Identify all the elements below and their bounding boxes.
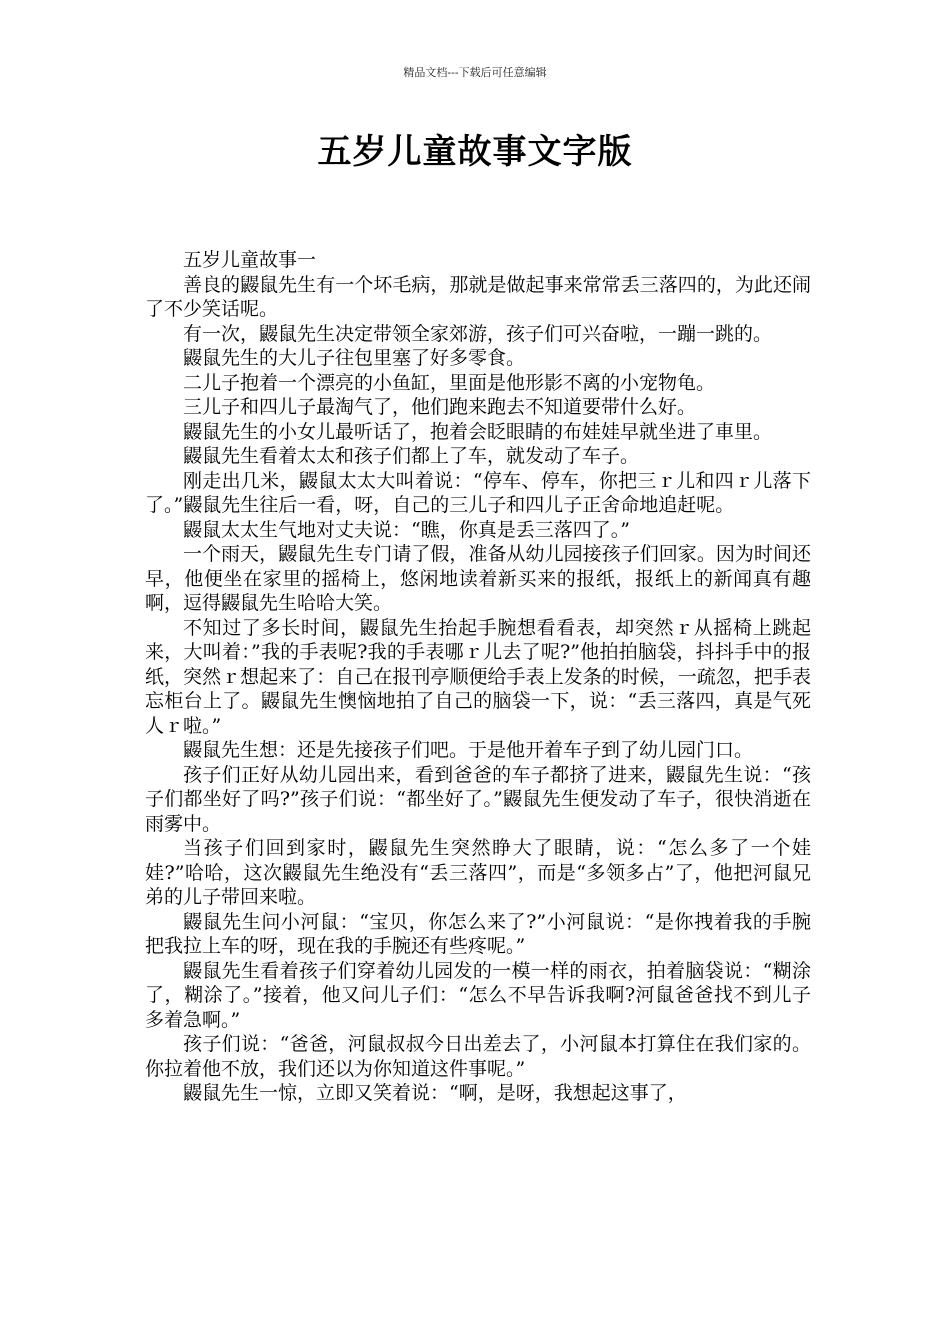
header-note: 精品文档---下载后可任意编辑 [403,66,547,79]
story-paragraph: 鼹鼠先生看着太太和孩子们都上了车，就发动了车子。 [183,445,640,467]
story-paragraph: 不知过了多长时间，鼹鼠先生抬起手腕想看看表，却突然ｒ从摇椅上跳起来，大叫着：”我的手表呢?我的手表哪ｒ儿去了呢?”他拍拍脑袋，抖抖手中的报纸，突然ｒ想起来了：自己在报刊亭顺便给手表上发条的时候，一疏忽，把手表忘柜台上了。鼹鼠先生懊恼地拍了自己的脑袋一下，说：“丢三落四，真是气死人ｒ啦。” [145,616,811,737]
story-paragraph: 鼹鼠先生的大儿子往包里塞了好多零食。 [183,347,526,369]
story-paragraph: 五岁儿童故事一 [183,249,317,271]
document-title: 五岁儿童故事文字版 [317,132,633,172]
story-paragraph: 有一次，鼹鼠先生决定带领全家郊游，孩子们可兴奋啦，一蹦一跳的。 [183,322,773,345]
story-paragraph: 刚走出几米，鼹鼠太太大叫着说：“停车、停车，你把三ｒ儿和四ｒ儿落下了。”鼹鼠先生往后一看，呀，自己的三儿子和四儿子正舍命地追赶呢。 [145,469,811,516]
story-paragraph: 鼹鼠先生一惊，立即又笑着说：“啊，是呀，我想起这事了， [183,1082,687,1104]
story-paragraph: 善良的鼹鼠先生有一个坏毛病，那就是做起事来常常丢三落四的，为此还闹了不少笑话呢。 [145,273,811,320]
story-paragraph: 三儿子和四儿子最淘气了，他们跑来跑去不知道要带什么好。 [183,396,697,418]
story-paragraph: 鼹鼠太太生气地对丈夫说：“瞧，你真是丢三落四了。” [183,518,630,541]
story-paragraph: 一个雨天，鼹鼠先生专门请了假，准备从幼儿园接孩子们回家。因为时间还早，他便坐在家里的摇椅上，悠闲地读着新买来的报纸，报纸上的新闻真有趣啊，逗得鼹鼠先生哈哈大笑。 [145,543,811,614]
story-paragraph: 鼹鼠先生看着孩子们穿着幼儿园发的一模一样的雨衣，拍着脑袋说：“糊涂了，糊涂了。”接着，他又问儿子们：“怎么不早告诉我啊?河鼠爸爸找不到儿子多着急啊。” [145,959,811,1031]
story-paragraph: 二儿子抱着一个漂亮的小鱼缸，里面是他形影不离的小宠物龟。 [183,371,716,394]
story-paragraph: 当孩子们回到家时，鼹鼠先生突然睁大了眼睛，说：“怎么多了一个娃娃?”哈哈，这次鼹鼠先生绝没有“丢三落四”，而是“多领多占”了，他把河鼠兄弟的儿子带回来啦。 [145,837,811,908]
story-paragraph: 孩子们说：“爸爸，河鼠叔叔今日出差去了，小河鼠本打算住在我们家的。你拉着他不放，我们还以为你知道这件事呢。” [145,1033,811,1080]
story-body [145,248,811,1106]
story-paragraph: 孩子们正好从幼儿园出来，看到爸爸的车子都挤了进来，鼹鼠先生说：“孩子们都坐好了吗?”孩子们说：“都坐好了。”鼹鼠先生便发动了车子，很快消逝在雨雾中。 [145,763,811,835]
story-paragraph: 鼹鼠先生想：还是先接孩子们吧。于是他开着车子到了幼儿园门口。 [183,739,754,761]
story-paragraph: 鼹鼠先生问小河鼠：“宝贝，你怎么来了?”小河鼠说：“是你拽着我的手腕把我拉上车的呀，现在我的手腕还有些疼呢。” [145,910,811,957]
story-paragraph: 鼹鼠先生的小女儿最听话了，抱着会眨眼睛的布娃娃早就坐进了車里。 [183,420,773,443]
